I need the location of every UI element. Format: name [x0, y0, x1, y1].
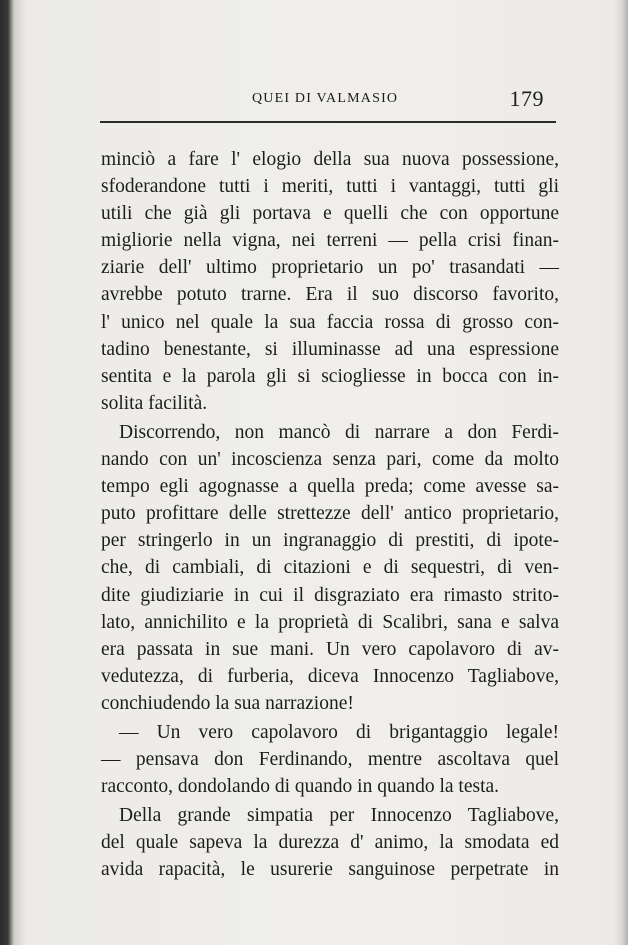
page-edge-shadow — [614, 0, 628, 945]
text-line: Discorrendo, non mancò di narrare a don Ferdi- — [119, 421, 559, 443]
paragraph-4 — [101, 802, 559, 883]
body-text — [101, 146, 559, 884]
text-line: solita facilità. — [101, 392, 208, 414]
page-number: 179 — [509, 86, 544, 111]
text-line: tadino benestante, si illuminasse ad una espressione — [101, 338, 559, 360]
paragraph-1 — [101, 146, 559, 417]
text-line: Della grande simpatia per Innocenzo Tagliabove, — [119, 805, 559, 827]
text-line: l' unico nel quale la sua faccia rossa di grosso con- — [101, 311, 559, 333]
page-header — [100, 88, 556, 118]
text-line: migliorie nella vigna, nei terreni — pella crisi finan- — [101, 230, 559, 252]
text-line: utili che già gli portava e quelli che con opportune — [101, 203, 559, 225]
paragraph-3 — [101, 719, 559, 800]
paragraph-2 — [101, 419, 559, 717]
running-title: QUEI DI VALMASIO — [252, 91, 399, 106]
text-line: racconto, dondolando di quando in quando la testa. — [101, 776, 500, 798]
text-line: — Un vero capolavoro di brigantaggio legale! — [119, 721, 559, 743]
text-line: vedutezza, di furberia, diceva Innocenzo Tagliabove, — [101, 665, 559, 687]
text-line: per stringerlo in un ingranaggio di prestiti, di ipote- — [101, 530, 559, 552]
text-line: sentita e la parola gli si sciogliesse in bocca con in- — [101, 365, 559, 387]
text-line: che, di cambiali, di citazioni e di sequestri, di ven- — [101, 557, 559, 579]
text-line: lato, annichilito e la proprietà di Scalibri, sana e salva — [101, 611, 559, 633]
text-line: conchiudendo la sua narrazione! — [101, 692, 354, 714]
header-rule — [100, 121, 556, 123]
text-line: avida rapacità, le usurerie sanguinose perpetrate in — [101, 859, 559, 881]
text-line: era passata in sue mani. Un vero capolavoro di av- — [101, 638, 559, 660]
text-line: minciò a fare l' elogio della sua nuova possessione, — [101, 149, 559, 170]
text-line: sfoderandone tutti i meriti, tutti i vantaggi, tutti gli — [101, 176, 559, 198]
text-line: del quale sapeva la durezza d' animo, la smodata ed — [101, 832, 559, 854]
text-line: puto profittare delle strettezze dell' antico proprietario, — [101, 503, 559, 525]
text-line: ziarie dell' ultimo proprietario un po' trasandati — — [101, 257, 559, 279]
text-line: dite giudiziarie in cui il disgraziato era rimasto strito- — [101, 584, 559, 606]
text-line: — pensava don Ferdinando, mentre ascoltava quel — [101, 749, 559, 771]
text-line: avrebbe potuto trarne. Era il suo discorso favorito, — [101, 284, 559, 306]
text-line: tempo egli agognasse a quella preda; come avesse sa- — [101, 476, 559, 498]
text-line: nando con un' incoscienza senza pari, come da molto — [101, 449, 559, 471]
